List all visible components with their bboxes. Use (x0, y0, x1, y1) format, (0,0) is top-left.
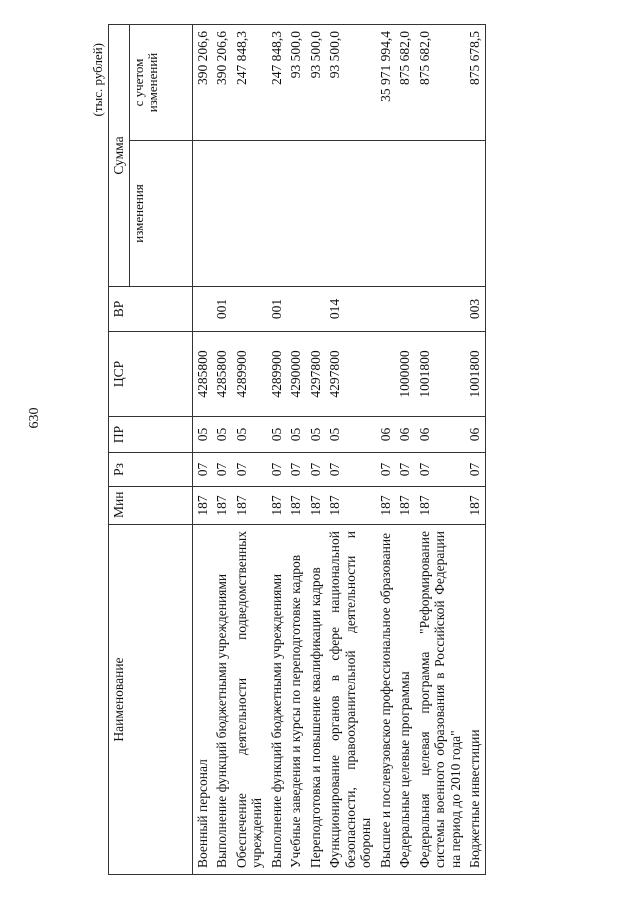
header-rz: Рз (109, 453, 193, 487)
row-min: 187 (306, 487, 326, 525)
rotated-page (50, 25, 590, 875)
row-min: 187 (325, 487, 376, 525)
header-min: Мин (109, 487, 193, 525)
row-min: 187 (232, 487, 267, 525)
table-row (415, 24, 466, 874)
row-changes (415, 141, 466, 287)
row-changes (395, 141, 415, 287)
row-total: 93 500,0 (325, 24, 376, 140)
row-changes (306, 141, 326, 287)
row-rz: 07 (212, 453, 232, 487)
table-row (306, 24, 326, 874)
budget-table (108, 24, 486, 875)
row-vr: 001 (267, 287, 287, 332)
row-pr: 06 (465, 417, 485, 453)
row-min: 187 (286, 487, 306, 525)
row-pr: 05 (306, 417, 326, 453)
table-row (395, 24, 415, 874)
row-pr: 05 (212, 417, 232, 453)
row-pr: 05 (192, 417, 212, 453)
row-pr: 06 (415, 417, 466, 453)
row-changes (267, 141, 287, 287)
row-csr (376, 332, 396, 417)
row-total: 390 206,6 (192, 24, 212, 140)
row-name: Функционирование органов в сфере национальной безопасности, правоохранительной деятельности и обороны (325, 525, 376, 875)
row-min: 187 (212, 487, 232, 525)
row-min: 187 (395, 487, 415, 525)
row-rz: 07 (232, 453, 267, 487)
row-csr: 4289900 (232, 332, 267, 417)
row-pr: 06 (395, 417, 415, 453)
row-name: Высшее и послевузовское профессиональное образование (376, 525, 396, 875)
header-name: Наименование (109, 525, 193, 875)
row-vr (286, 287, 306, 332)
row-changes (192, 141, 212, 287)
row-name: Военный персонал (192, 525, 212, 875)
row-vr (192, 287, 212, 332)
row-vr (306, 287, 326, 332)
row-name: Федеральная целевая программа "Реформирование системы военного образования в Российской Федерации на период до 2010 года" (415, 525, 466, 875)
row-name: Переподготовка и повышение квалификации кадров (306, 525, 326, 875)
row-name: Обеспечение деятельности подведомственных учреждений (232, 525, 267, 875)
page-number: 630 (27, 407, 42, 429)
table-row (232, 24, 267, 874)
row-vr (232, 287, 267, 332)
row-rz: 07 (415, 453, 466, 487)
row-csr: 1001800 (465, 332, 485, 417)
row-total: 93 500,0 (306, 24, 326, 140)
row-total: 875 682,0 (395, 24, 415, 140)
row-vr (415, 287, 466, 332)
row-total: 35 971 994,4 (376, 24, 396, 140)
row-total: 93 500,0 (286, 24, 306, 140)
row-pr: 06 (376, 417, 396, 453)
row-pr: 05 (325, 417, 376, 453)
row-pr: 05 (286, 417, 306, 453)
row-changes (232, 141, 267, 287)
row-total: 247 848,3 (267, 24, 287, 140)
row-csr: 4290000 (286, 332, 306, 417)
table-row (192, 24, 212, 874)
row-min: 187 (465, 487, 485, 525)
row-csr: 1001800 (415, 332, 466, 417)
row-vr (395, 287, 415, 332)
table-row (286, 24, 306, 874)
table-row (325, 24, 376, 874)
header-vr: ВР (109, 287, 193, 332)
header-csr: ЦСР (109, 332, 193, 417)
row-name: Выполнение функций бюджетными учреждениями (267, 525, 287, 875)
row-rz: 07 (465, 453, 485, 487)
row-pr: 05 (232, 417, 267, 453)
row-name: Бюджетные инвестиции (465, 525, 485, 875)
row-rz: 07 (395, 453, 415, 487)
row-name: Выполнение функций бюджетными учреждениями (212, 525, 232, 875)
row-name: Федеральные целевые программы (395, 525, 415, 875)
row-rz: 07 (192, 453, 212, 487)
row-pr: 05 (267, 417, 287, 453)
row-min: 187 (376, 487, 396, 525)
units-label: (тыс. рублей) (90, 43, 105, 117)
row-total: 875 682,0 (415, 24, 466, 140)
row-vr: 014 (325, 287, 376, 332)
table-row (212, 24, 232, 874)
row-name: Учебные заведения и курсы по переподготовке кадров (286, 525, 306, 875)
row-changes (325, 141, 376, 287)
row-total: 875 678,5 (465, 24, 485, 140)
header-with-changes: с учетом изменений (129, 24, 192, 140)
table-row (376, 24, 396, 874)
row-vr: 003 (465, 287, 485, 332)
table-row (465, 24, 485, 874)
header-pr: ПР (109, 417, 193, 453)
row-csr: 4285800 (192, 332, 212, 417)
header-changes: изменения (129, 141, 192, 287)
table-row (267, 24, 287, 874)
row-csr: 4297800 (306, 332, 326, 417)
row-vr (376, 287, 396, 332)
row-min: 187 (192, 487, 212, 525)
row-total: 390 206,6 (212, 24, 232, 140)
row-changes (465, 141, 485, 287)
row-rz: 07 (325, 453, 376, 487)
row-rz: 07 (286, 453, 306, 487)
row-changes (286, 141, 306, 287)
row-csr: 4289900 (267, 332, 287, 417)
row-csr: 4285800 (212, 332, 232, 417)
header-sum: Сумма (109, 24, 130, 286)
row-csr: 4297800 (325, 332, 376, 417)
row-total: 247 848,3 (232, 24, 267, 140)
row-min: 187 (415, 487, 466, 525)
row-rz: 07 (376, 453, 396, 487)
row-vr: 001 (212, 287, 232, 332)
row-changes (212, 141, 232, 287)
row-rz: 07 (306, 453, 326, 487)
row-csr: 1000000 (395, 332, 415, 417)
row-min: 187 (267, 487, 287, 525)
row-rz: 07 (267, 453, 287, 487)
row-changes (376, 141, 396, 287)
